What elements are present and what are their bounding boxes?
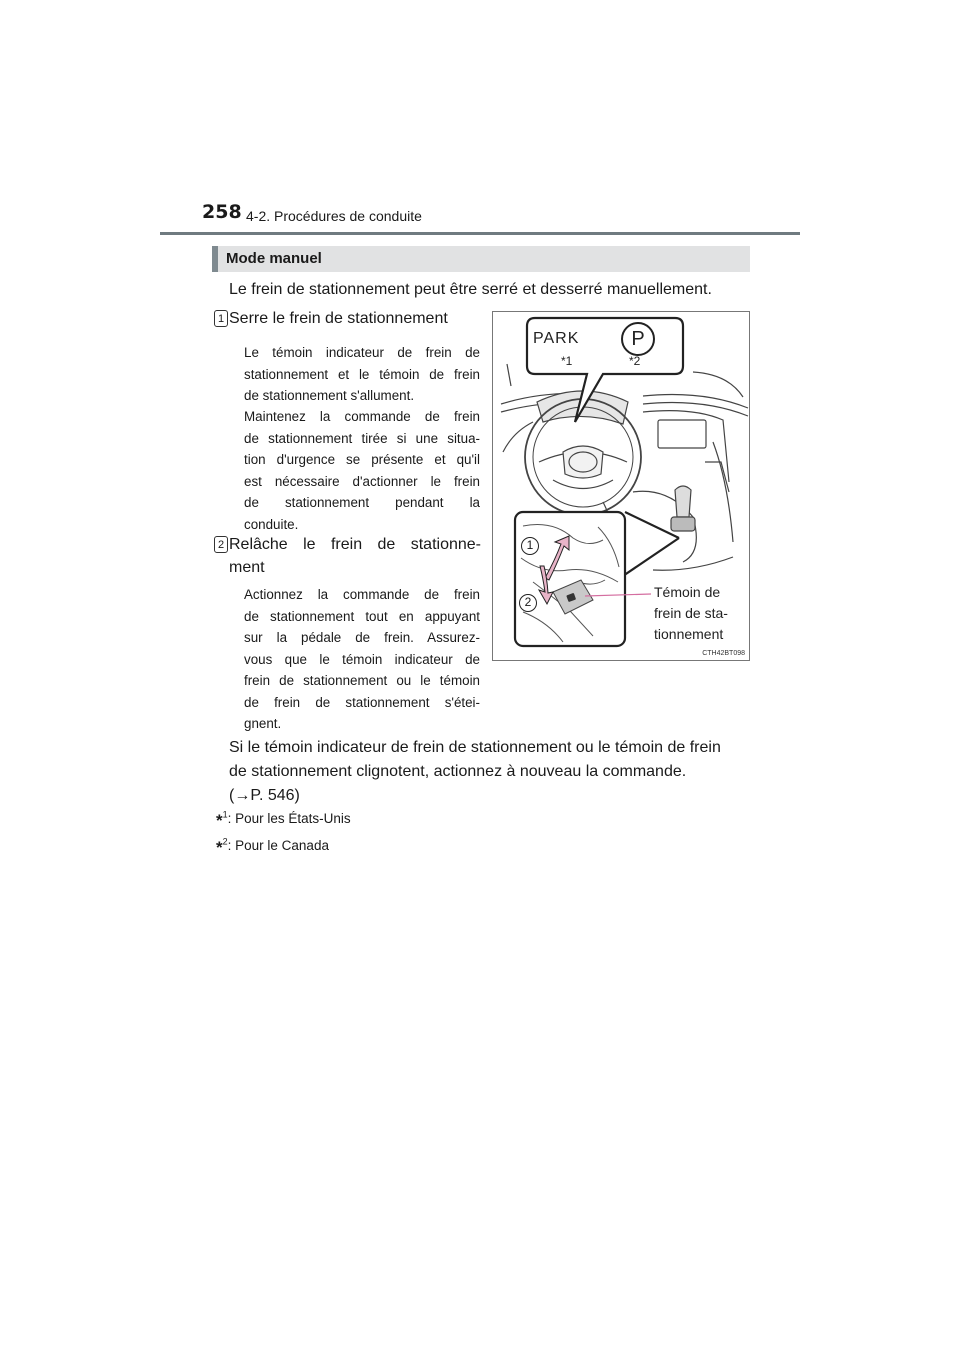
park-label: PARK: [533, 330, 580, 347]
step-number-1: 1: [214, 310, 228, 327]
page-number: 258: [202, 201, 242, 223]
text-line: Si le témoin indicateur de frein de stationnement ou le témoin de frein: [229, 739, 721, 756]
footnote-number: 2: [222, 836, 228, 847]
section-title: Mode manuel: [226, 250, 322, 267]
text-line: (→P. 546): [229, 787, 300, 804]
footnote-text: : Pour les États-Unis: [227, 811, 351, 826]
text-line: tionnement: [654, 626, 724, 642]
header-rule: [160, 232, 800, 235]
step-1-title: Serre le frein de stationnement: [229, 310, 448, 327]
text-line: frein de stationnement ou le témoin: [244, 673, 480, 688]
text-line: de stationnement pendant la: [244, 495, 480, 510]
step-1-paragraph-1: [244, 342, 480, 407]
parking-brake-illustration: [492, 311, 750, 661]
text-line: frein de sta-: [654, 605, 728, 621]
footnote-star: *: [216, 838, 223, 857]
p-symbol: P: [631, 328, 645, 350]
section-accent: [212, 246, 218, 272]
text-line: Actionnez la commande de frein: [244, 587, 480, 602]
text-line: de stationnement tout en appuyant: [244, 608, 480, 624]
text-line: sur la pédale de frein. Assurez-: [244, 630, 480, 645]
text-line: Témoin de: [654, 584, 721, 600]
step-2-title: [229, 533, 481, 579]
marker-2: *2: [629, 354, 641, 368]
text-line: de stationnement tirée si une situa-: [244, 430, 480, 446]
footnote-2: [216, 835, 329, 855]
text-line: Maintenez la commande de frein: [244, 409, 480, 424]
text-line: est nécessaire d'actionner le frein: [244, 473, 480, 489]
text-line: de frein de stationnement s'étei-: [244, 694, 480, 710]
text-line: tion d'urgence se présente et qu'il: [244, 452, 480, 467]
footnote-star: *: [216, 811, 223, 830]
text-line: stationnement et le témoin de frein: [244, 366, 480, 382]
text-line: vous que le témoin indicateur de: [244, 651, 480, 667]
parking-brake-p-icon: [621, 322, 655, 356]
text-line: gnent.: [244, 716, 282, 731]
marker-1: *1: [561, 354, 573, 368]
note-paragraph: [229, 736, 749, 808]
figure-code: CTH42BT098: [702, 650, 745, 657]
intro-text: Le frein de stationnement peut être serré et desserré manuellement.: [229, 281, 712, 298]
step-2-paragraph-1: [244, 584, 480, 735]
text-line: de stationnement s'allument.: [244, 388, 415, 403]
text-line: Relâche le frein de stationne-: [229, 536, 481, 553]
text-line: Le témoin indicateur de frein de: [244, 345, 480, 360]
callout-1: 1: [521, 537, 539, 555]
text-line: de stationnement clignotent, actionnez à nouveau la commande.: [229, 763, 687, 780]
witness-label: [654, 582, 728, 645]
footnote-text: : Pour le Canada: [227, 838, 329, 853]
text-line: conduite.: [244, 516, 299, 532]
step-1-paragraph-2: [244, 406, 480, 535]
section-heading-bar: [212, 246, 750, 272]
callout-2: 2: [519, 594, 537, 612]
footnote-1: [216, 808, 351, 828]
chapter-title: 4-2. Procédures de conduite: [246, 208, 422, 224]
footnote-number: 1: [222, 809, 228, 820]
text-line: ment: [229, 559, 265, 576]
step-number-2: 2: [214, 536, 228, 553]
